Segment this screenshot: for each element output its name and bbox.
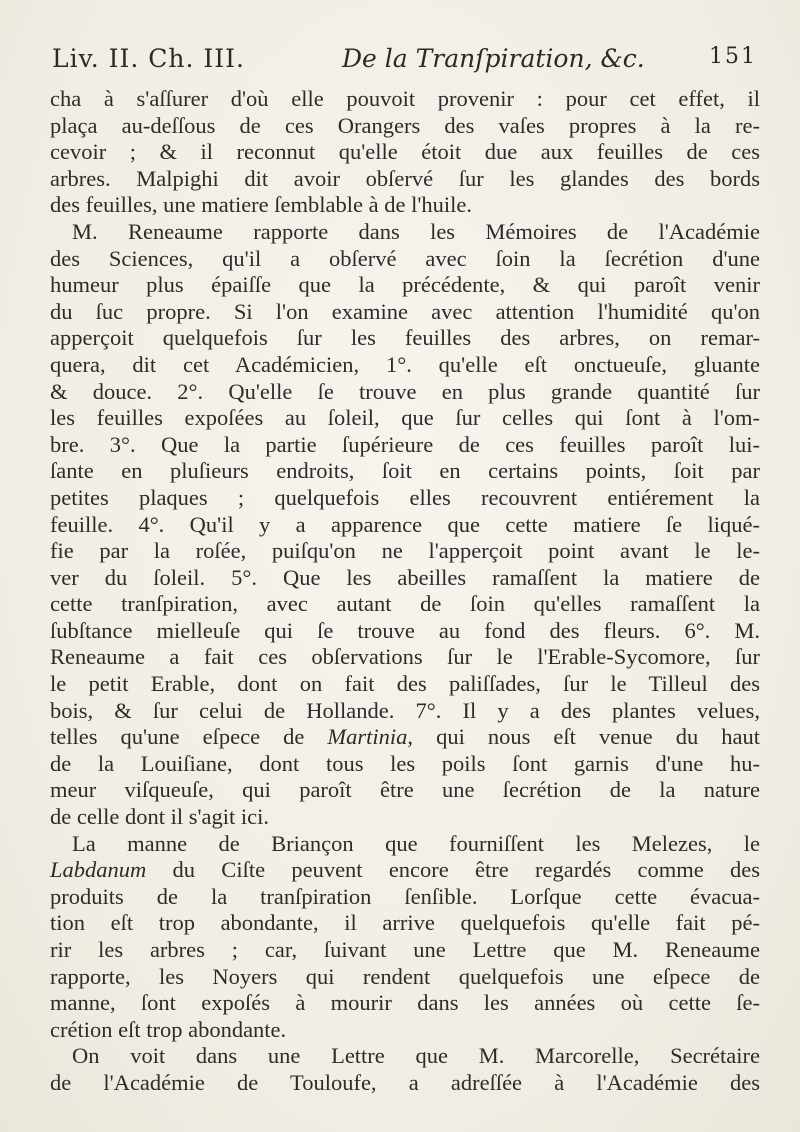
running-header (52, 40, 757, 76)
body-text (50, 86, 760, 1097)
italic-term: Martinia (327, 724, 408, 750)
text-line: les feuilles expoſées au ſoleil, que ſur celles qui ſont à l'om- (50, 405, 760, 431)
text-line: bre. 3°. Que la partie ſupérieure de ces feuilles paroît lui- (50, 431, 760, 457)
chapter-reference: Liv. II. Ch. III. (52, 44, 245, 73)
text-line: rir les arbres ; car, ſuivant une Lettre que M. Reneaume (50, 937, 760, 962)
text-line: de la Louiſiane, dont tous les poils ſont garnis d'une hu- (50, 750, 760, 776)
text-line: telles qu'une eſpece de Martinia, qui nous eſt venue du haut (50, 724, 760, 750)
text-line: bois, & ſur celui de Hollande. 7°. Il y a des plantes velues, (50, 697, 760, 723)
text-line: cha à s'aſſurer d'où elle pouvoit provenir : pour cet effet, il (50, 86, 760, 111)
text-line: meur viſqueuſe, qui paroît être une ſecrétion de la nature (50, 777, 760, 803)
text-line: apperçoit quelquefois ſur les feuilles des arbres, on remar- (50, 325, 760, 351)
text-line: humeur plus épaiſſe que la précédente, & qui paroît venir (50, 272, 760, 298)
text-line: Labdanum du Ciſte peuvent encore être regardés comme des (50, 857, 760, 883)
text-line: & douce. 2°. Qu'elle ſe trouve en plus grande quantité ſur (50, 378, 760, 404)
text-line: crétion eſt trop abondante. (50, 1016, 287, 1042)
text-line: quera, dit cet Académicien, 1°. qu'elle eſt onctueuſe, gluante (50, 351, 760, 377)
text-line: petites plaques ; quelquefois elles recouvrent entiérement la (50, 484, 760, 510)
page-number: 151 (709, 44, 757, 69)
running-title: De la Tranſpiration, &c. (342, 44, 645, 73)
text-line: tion eſt trop abondante, il arrive quelquefois qu'elle fait pé- (50, 910, 760, 936)
text-line: ver du ſoleil. 5°. Que les abeilles ramaſſent la matiere de (50, 564, 760, 590)
text-line: plaça au-deſſous de ces Orangers des vaſes propres à la re- (50, 112, 760, 138)
text-line: manne, ſont expoſés à mourir dans les années où cette ſe- (50, 990, 760, 1016)
text-line: du ſuc propre. Si l'on examine avec attention l'humidité qu'on (50, 298, 760, 324)
text-line: arbres. Malpighi dit avoir obſervé ſur les glandes des bords (50, 165, 760, 191)
text-line: cette tranſpiration, avec autant de ſoin qu'elles ramaſſent la (50, 591, 760, 617)
text-line: Reneaume a fait ces obſervations ſur le l'Erable-Sycomore, ſur (50, 644, 760, 670)
text-line: fie par la roſée, puiſqu'on ne l'apperçoit point avant le le- (50, 538, 760, 564)
text-line: ſante en pluſieurs endroits, ſoit en certains points, ſoit par (50, 458, 760, 484)
text-line: de l'Académie de Touloufe, a adreſſée à l'Académie des (50, 1069, 760, 1095)
text-line: On voit dans une Lettre que M. Marcorelle, Secrétaire (72, 1043, 760, 1069)
text-line: produits de la tranſpiration ſenſible. Lorſque cette évacua- (50, 883, 760, 909)
text-line: rapporte, les Noyers qui rendent quelquefois une eſpece de (50, 963, 760, 989)
text-line: feuille. 4°. Qu'il y a apparence que cette matiere ſe liqué- (50, 511, 760, 537)
text-line: des Sciences, qu'il a obſervé avec ſoin la ſecrétion d'une (50, 245, 760, 271)
text-line: M. Reneaume rapporte dans les Mémoires de l'Académie (72, 218, 760, 244)
text-line: de celle dont il s'agit ici. (50, 804, 269, 830)
text-line: des feuilles, une matiere ſemblable à de l'huile. (50, 192, 473, 218)
italic-term: Labdanum (50, 857, 147, 883)
text-line: ſubſtance mielleuſe qui ſe trouve au fond des fleurs. 6°. M. (50, 617, 760, 643)
text-line: La manne de Briançon que fourniſſent les Melezes, le (72, 830, 760, 856)
text-line: le petit Erable, dont on fait des paliſſades, ſur le Tilleul des (50, 671, 760, 697)
text-line: cevoir ; & il reconnut qu'elle étoit due aux feuilles de ces (50, 139, 760, 165)
